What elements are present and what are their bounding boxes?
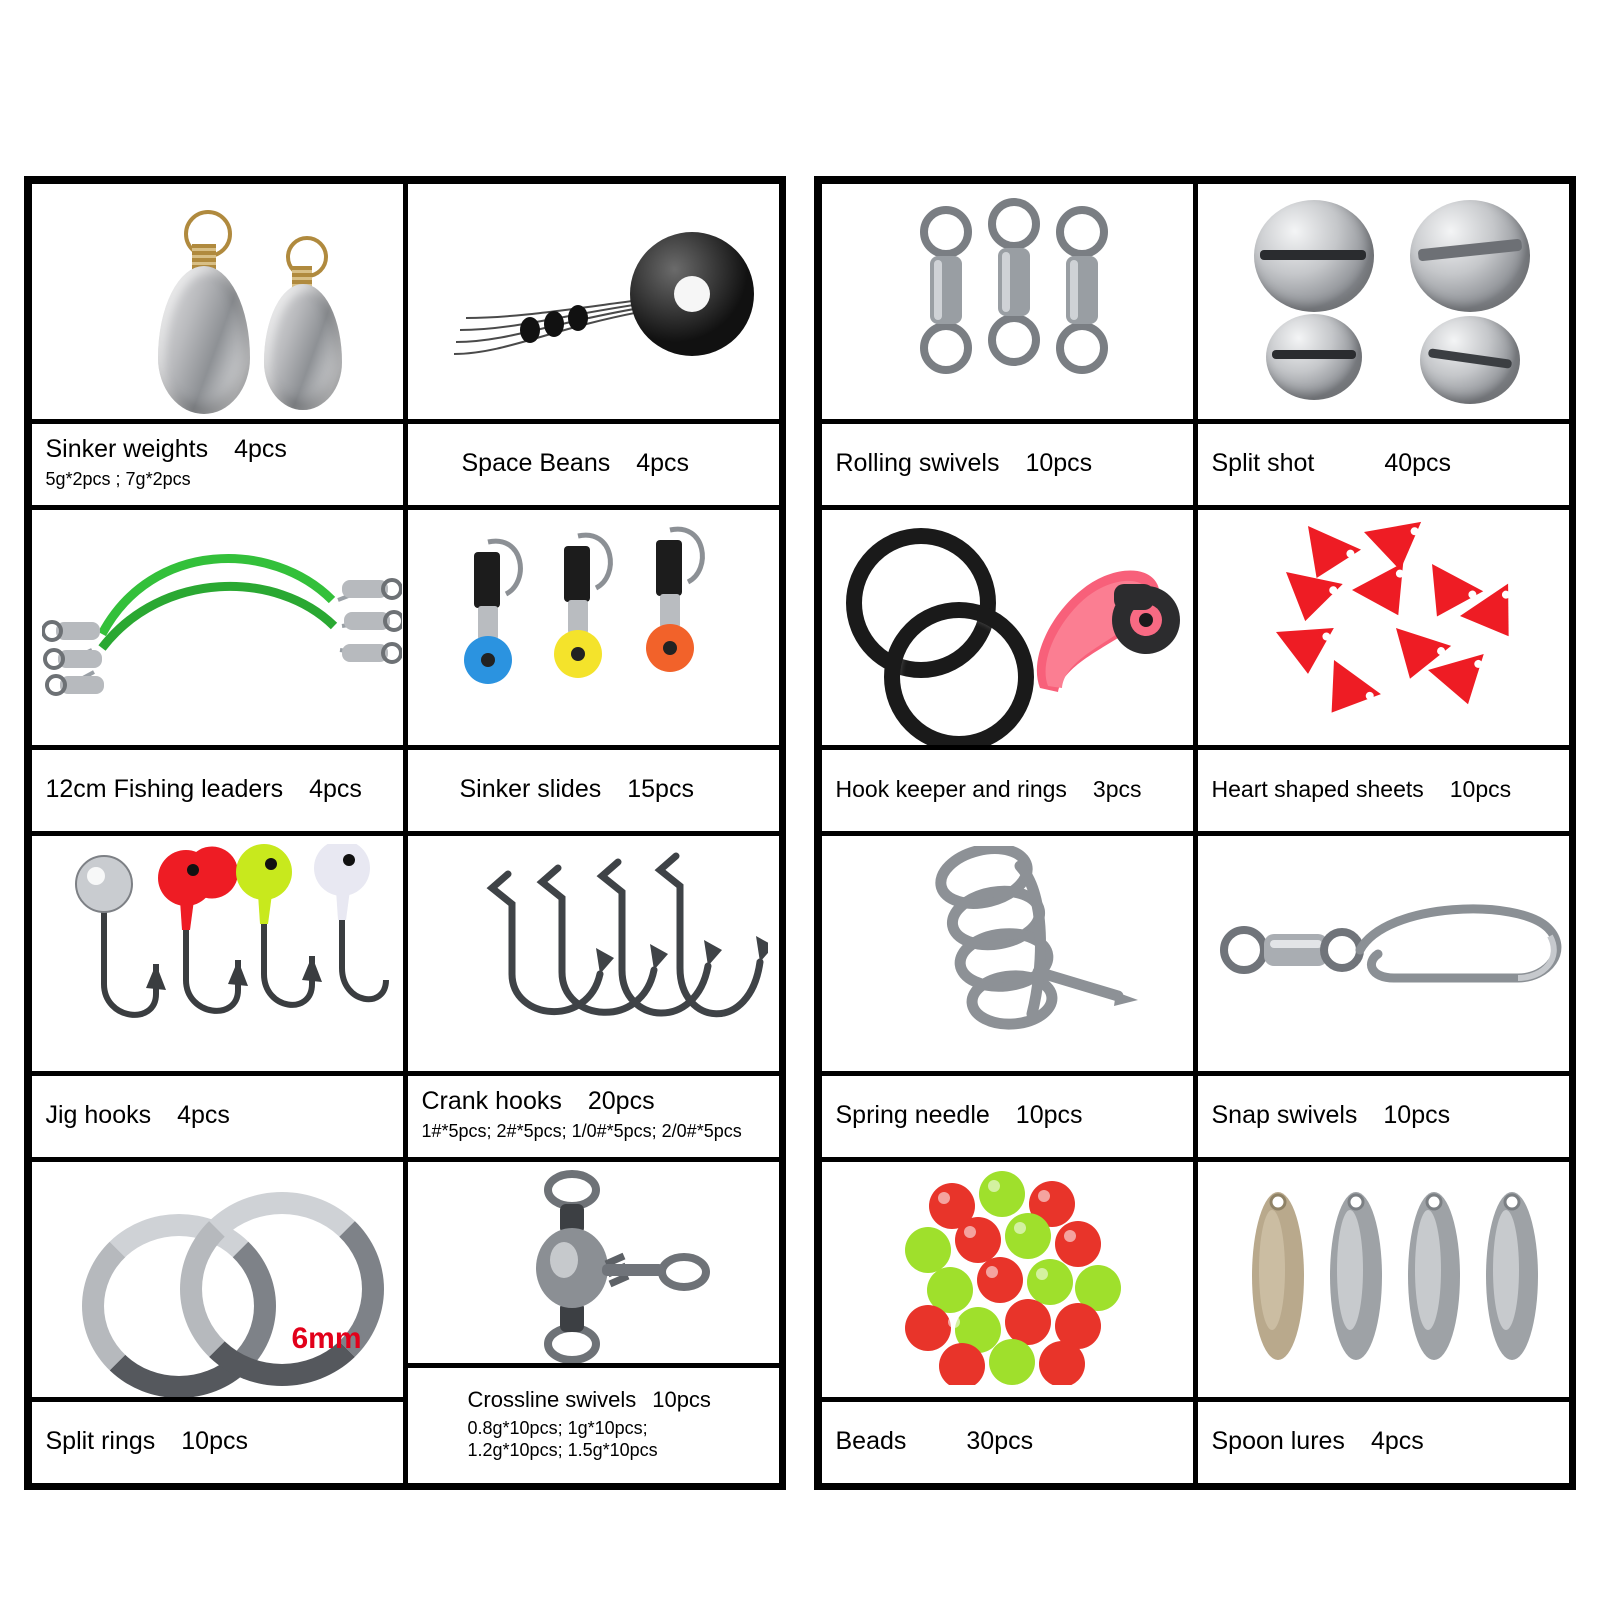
- label-snap-swivels: Snap swivels: [1211, 1100, 1358, 1129]
- caption-snap-swivels: [1198, 1071, 1569, 1157]
- bead-icon: [892, 1170, 1152, 1385]
- cell-beads: [817, 1157, 1198, 1488]
- jig-head-hook-icon: [60, 844, 390, 1054]
- qty-fishing-leaders: 4pcs: [309, 774, 362, 803]
- label-spoon-lures: Spoon lures: [1211, 1426, 1345, 1455]
- sinker-slides-art: [408, 510, 779, 745]
- caption-space-beans: [408, 419, 779, 505]
- label-spring-needle: Spring needle: [835, 1100, 990, 1129]
- caption-hook-keeper: [822, 745, 1193, 831]
- right-grid: [814, 176, 1576, 1490]
- label-split-shot: Split shot: [1211, 448, 1315, 477]
- cell-space-beans: [403, 179, 784, 510]
- beads-art: [822, 1162, 1193, 1397]
- qty-sinker-slides: 15pcs: [627, 774, 694, 803]
- hook-keeper-art: [822, 510, 1193, 745]
- cell-heart-sheets: [1193, 505, 1574, 836]
- cell-crossline-swivels: [403, 1157, 784, 1488]
- label-heart-sheets: Heart shaped sheets: [1211, 775, 1424, 802]
- spring-needle-art: [822, 836, 1193, 1071]
- cell-crank-hooks: [403, 831, 784, 1162]
- crossline-swivel-icon: [498, 1168, 718, 1363]
- caption-sinker-weights: [32, 419, 403, 505]
- label-rolling-swivels: Rolling swivels: [835, 448, 1000, 477]
- qty-beads: 30pcs: [966, 1426, 1034, 1455]
- caption-split-shot: [1198, 419, 1569, 505]
- split-rings-art: [32, 1162, 403, 1397]
- cell-sinker-weights: [27, 179, 408, 510]
- snap-swivels-art: [1198, 836, 1569, 1071]
- spring-needle-icon: [912, 846, 1142, 1056]
- qty-rolling-swivels: 10pcs: [1025, 448, 1093, 477]
- caption-spoon-lures: [1198, 1397, 1569, 1483]
- label-sinker-slides: Sinker slides: [459, 774, 602, 803]
- label-crank-hooks: Crank hooks: [421, 1087, 562, 1116]
- label-jig-hooks: Jig hooks: [45, 1100, 152, 1129]
- qty-spring-needle: 10pcs: [1015, 1100, 1083, 1129]
- qty-crank-hooks: 20pcs: [587, 1087, 655, 1116]
- qty-snap-swivels: 10pcs: [1383, 1100, 1451, 1129]
- label-crossline-swivels: Crossline swivels: [467, 1386, 637, 1412]
- label-beads: Beads: [835, 1426, 907, 1455]
- label-split-rings: Split rings: [45, 1426, 156, 1455]
- crossline-swivels-art: [408, 1162, 779, 1363]
- qty-split-rings: 10pcs: [181, 1426, 248, 1455]
- sinker-weights-art: [32, 184, 403, 419]
- qty-space-beans: 4pcs: [636, 448, 690, 477]
- caption-spring-needle: [822, 1071, 1193, 1157]
- label-sinker-weights: Sinker weights: [45, 435, 209, 464]
- split-ring-size-label: 6mm: [291, 1321, 362, 1355]
- cell-jig-hooks: [27, 831, 408, 1162]
- crank-hooks-art: [408, 836, 779, 1071]
- space-bean-icon: [444, 258, 644, 368]
- cell-hook-keeper: [817, 505, 1198, 836]
- space-beans-art: [408, 184, 779, 419]
- label-hook-keeper: Hook keeper and rings: [835, 775, 1067, 802]
- label-space-beans: Space Beans: [461, 448, 611, 477]
- qty-split-shot: 40pcs: [1384, 448, 1452, 477]
- split-shot-art: [1198, 184, 1569, 419]
- cell-sinker-slides: [403, 505, 784, 836]
- qty-sinker-weights: 4pcs: [234, 435, 287, 464]
- spoon-lures-art: [1198, 1162, 1569, 1397]
- cell-rolling-swivels: [817, 179, 1198, 510]
- caption-fishing-leaders: [32, 745, 403, 831]
- crank-hook-icon: [438, 844, 768, 1049]
- cell-spring-needle: [817, 831, 1198, 1162]
- cell-snap-swivels: [1193, 831, 1574, 1162]
- sinker-slide-icon: [448, 524, 748, 724]
- sub-crank-hooks: 1#*5pcs; 2#*5pcs; 1/0#*5pcs; 2/0#*5pcs: [421, 1121, 742, 1142]
- sub-crossline-swivels-2: 1.2g*10pcs; 1.5g*10pcs: [467, 1440, 658, 1460]
- wire-leader-icon: [42, 530, 402, 720]
- qty-spoon-lures: 4pcs: [1370, 1426, 1424, 1455]
- cell-split-shot: [1193, 179, 1574, 510]
- qty-crossline-swivels: 10pcs: [652, 1386, 711, 1412]
- snap-swivel-icon: [1218, 892, 1569, 1012]
- caption-heart-sheets: [1198, 745, 1569, 831]
- rolling-swivels-art: [822, 184, 1193, 419]
- caption-beads: [822, 1397, 1193, 1483]
- sub-sinker-weights: 5g*2pcs ; 7g*2pcs: [45, 469, 191, 490]
- cell-spoon-lures: [1193, 1157, 1574, 1488]
- qty-hook-keeper: 3pcs: [1092, 775, 1142, 802]
- cell-split-rings: [27, 1157, 408, 1488]
- qty-heart-sheets: 10pcs: [1449, 775, 1512, 802]
- heart-sheet-icon: [1246, 520, 1546, 730]
- left-grid: [24, 176, 786, 1490]
- caption-crossline-swivels: [408, 1363, 779, 1483]
- fishing-leaders-art: [32, 510, 403, 745]
- caption-sinker-slides: [408, 745, 779, 831]
- spoon-lure-icon: [1238, 1180, 1558, 1376]
- caption-rolling-swivels: [822, 419, 1193, 505]
- rolling-swivel-icon: [908, 198, 1138, 390]
- caption-crank-hooks: [408, 1071, 779, 1157]
- caption-split-rings: [32, 1397, 403, 1483]
- label-fishing-leaders: 12cm Fishing leaders: [45, 774, 284, 803]
- caption-jig-hooks: [32, 1071, 403, 1157]
- cell-fishing-leaders: [27, 505, 408, 836]
- jig-hooks-art: [32, 836, 403, 1071]
- qty-jig-hooks: 4pcs: [177, 1100, 230, 1129]
- heart-sheets-art: [1198, 510, 1569, 745]
- sub-crossline-swivels-1: 0.8g*10pcs; 1g*10pcs;: [467, 1417, 648, 1438]
